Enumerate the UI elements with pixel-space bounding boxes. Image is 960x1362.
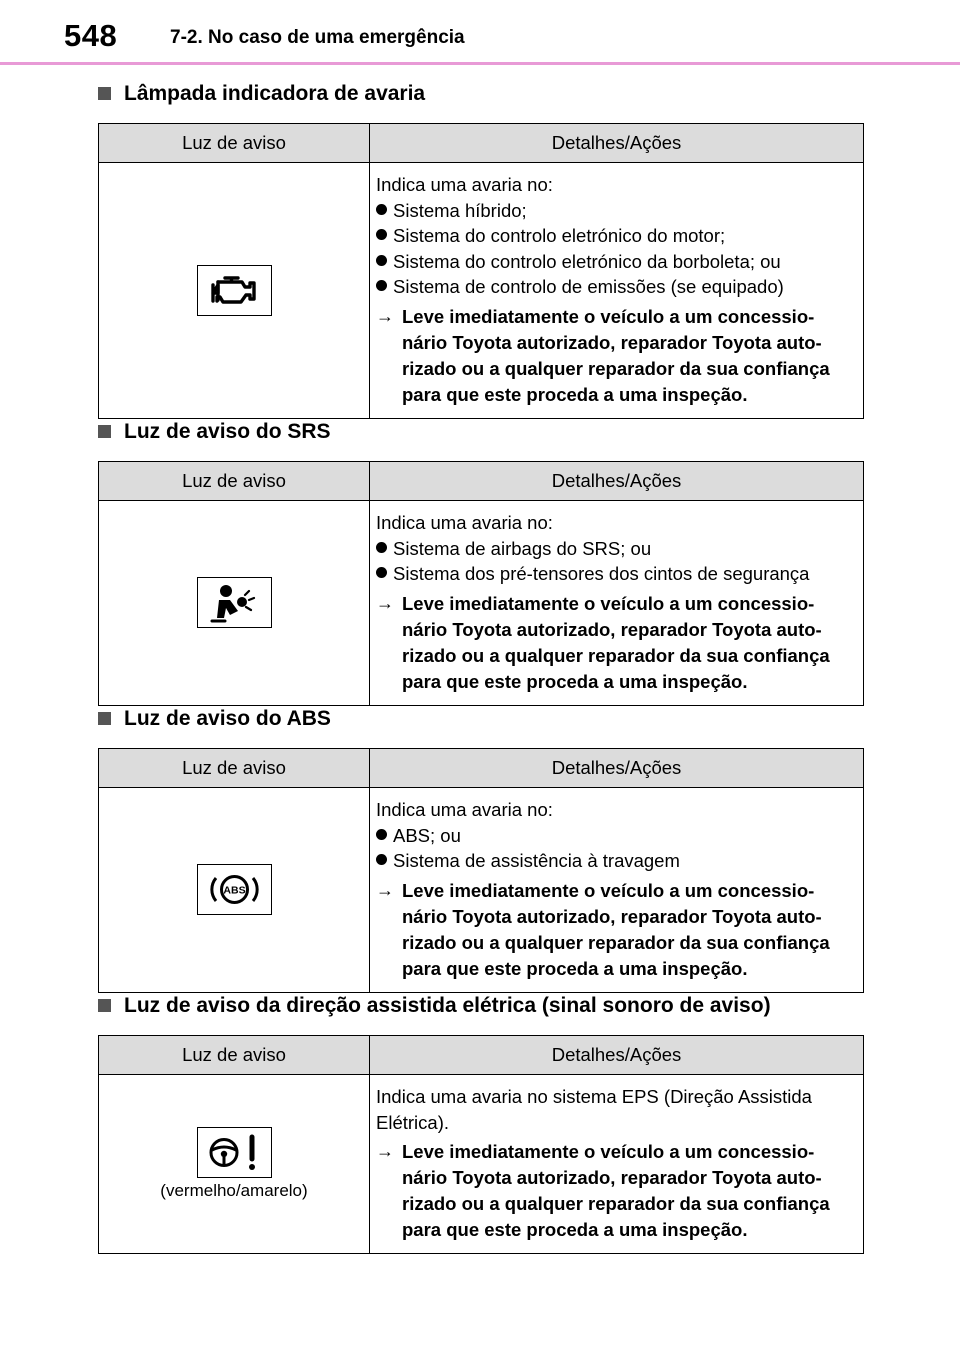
bullet-dot-icon [376,567,387,578]
square-bullet-icon [98,712,111,725]
intro-text: Indica uma avaria no: [376,174,553,195]
section-abs-warning [98,705,864,993]
list-item: Sistema do controlo eletrónico do motor; [376,223,857,249]
list-item: Sistema de airbags do SRS; ou [376,536,857,562]
icon-caption: (vermelho/amarelo) [160,1181,308,1201]
section-title: Lâmpada indicadora de avaria [98,80,864,106]
column-header-warning-light: Luz de aviso [99,749,370,788]
intro-text: Elétrica). [376,1111,449,1133]
warning-table [98,1035,864,1254]
list-item: Sistema de controlo de emissões (se equipado) [376,274,857,300]
bullet-dot-icon [376,204,387,215]
bullet-dot-icon [376,854,387,865]
action-instruction: → Leve imediatamente o veículo a um concessio- nário Toyota autorizado, reparador Toyota auto- rizado ou a qualquer reparador da sua confiança para que este proceda a uma inspeção. [376,591,857,695]
square-bullet-icon [98,425,111,438]
details-cell [370,163,864,419]
warning-table [98,123,864,419]
icon-cell [99,788,370,993]
icon-cell [99,1075,370,1254]
square-bullet-icon [98,87,111,100]
list-item: ABS; ou [376,823,857,849]
action-instruction: → Leve imediatamente o veículo a um concessio- nário Toyota autorizado, reparador Toyota auto- rizado ou a qualquer reparador da sua confiança para que este proceda a uma inspeção. [376,1139,857,1243]
icon-cell [99,163,370,419]
steering-warning-icon [197,1127,272,1178]
arrow-right-icon: → [376,879,394,900]
list-item: Sistema híbrido; [376,198,857,224]
details-cell [370,501,864,706]
section-title: Luz de aviso do SRS [98,418,864,444]
warning-table [98,461,864,706]
abs-icon [197,864,272,915]
bullet-dot-icon [376,829,387,840]
intro-text: Indica uma avaria no: [376,512,553,533]
bullet-dot-icon [376,280,387,291]
arrow-right-icon: → [376,592,394,613]
header-rule [0,62,960,65]
bullet-dot-icon [376,255,387,266]
list-item: Sistema de assistência à travagem [376,848,857,874]
chapter-title: 7-2. No caso de uma emergência [170,27,465,48]
list-item: Sistema do controlo eletrónico da borboleta; ou [376,249,857,275]
bullet-dot-icon [376,229,387,240]
section-title: Luz de aviso da direção assistida elétrica (sinal sonoro de aviso) [98,992,864,1018]
column-header-details: Detalhes/Ações [370,124,864,163]
square-bullet-icon [98,999,111,1012]
page-number: 548 [64,18,118,53]
bullet-dot-icon [376,542,387,553]
column-header-warning-light: Luz de aviso [99,462,370,501]
arrow-right-icon: → [376,305,394,326]
section-srs-warning [98,418,864,706]
column-header-details: Detalhes/Ações [370,462,864,501]
icon-cell [99,501,370,706]
details-cell [370,1075,864,1254]
column-header-details: Detalhes/Ações [370,1036,864,1075]
section-malfunction-lamp [98,80,864,419]
intro-text: Indica uma avaria no sistema EPS (Direção Assistida [376,1086,812,1107]
svg-text:ABS: ABS [222,884,246,897]
action-instruction: → Leve imediatamente o veículo a um concessio- nário Toyota autorizado, reparador Toyota auto- rizado ou a qualquer reparador da sua confiança para que este proceda a uma inspeção. [376,878,857,982]
details-cell [370,788,864,993]
warning-table [98,748,864,993]
check-engine-icon [197,265,272,316]
srs-airbag-icon [197,577,272,628]
section-eps-warning [98,992,864,1254]
section-title: Luz de aviso do ABS [98,705,864,731]
action-instruction: → Leve imediatamente o veículo a um concessio- nário Toyota autorizado, reparador Toyota auto- rizado ou a qualquer reparador da sua confiança para que este proceda a uma inspeção. [376,304,857,408]
arrow-right-icon: → [376,1141,394,1162]
intro-text: Indica uma avaria no: [376,799,553,820]
column-header-warning-light: Luz de aviso [99,124,370,163]
page-header [0,0,960,66]
column-header-details: Detalhes/Ações [370,749,864,788]
list-item: Sistema dos pré-tensores dos cintos de segurança [376,561,857,587]
column-header-warning-light: Luz de aviso [99,1036,370,1075]
